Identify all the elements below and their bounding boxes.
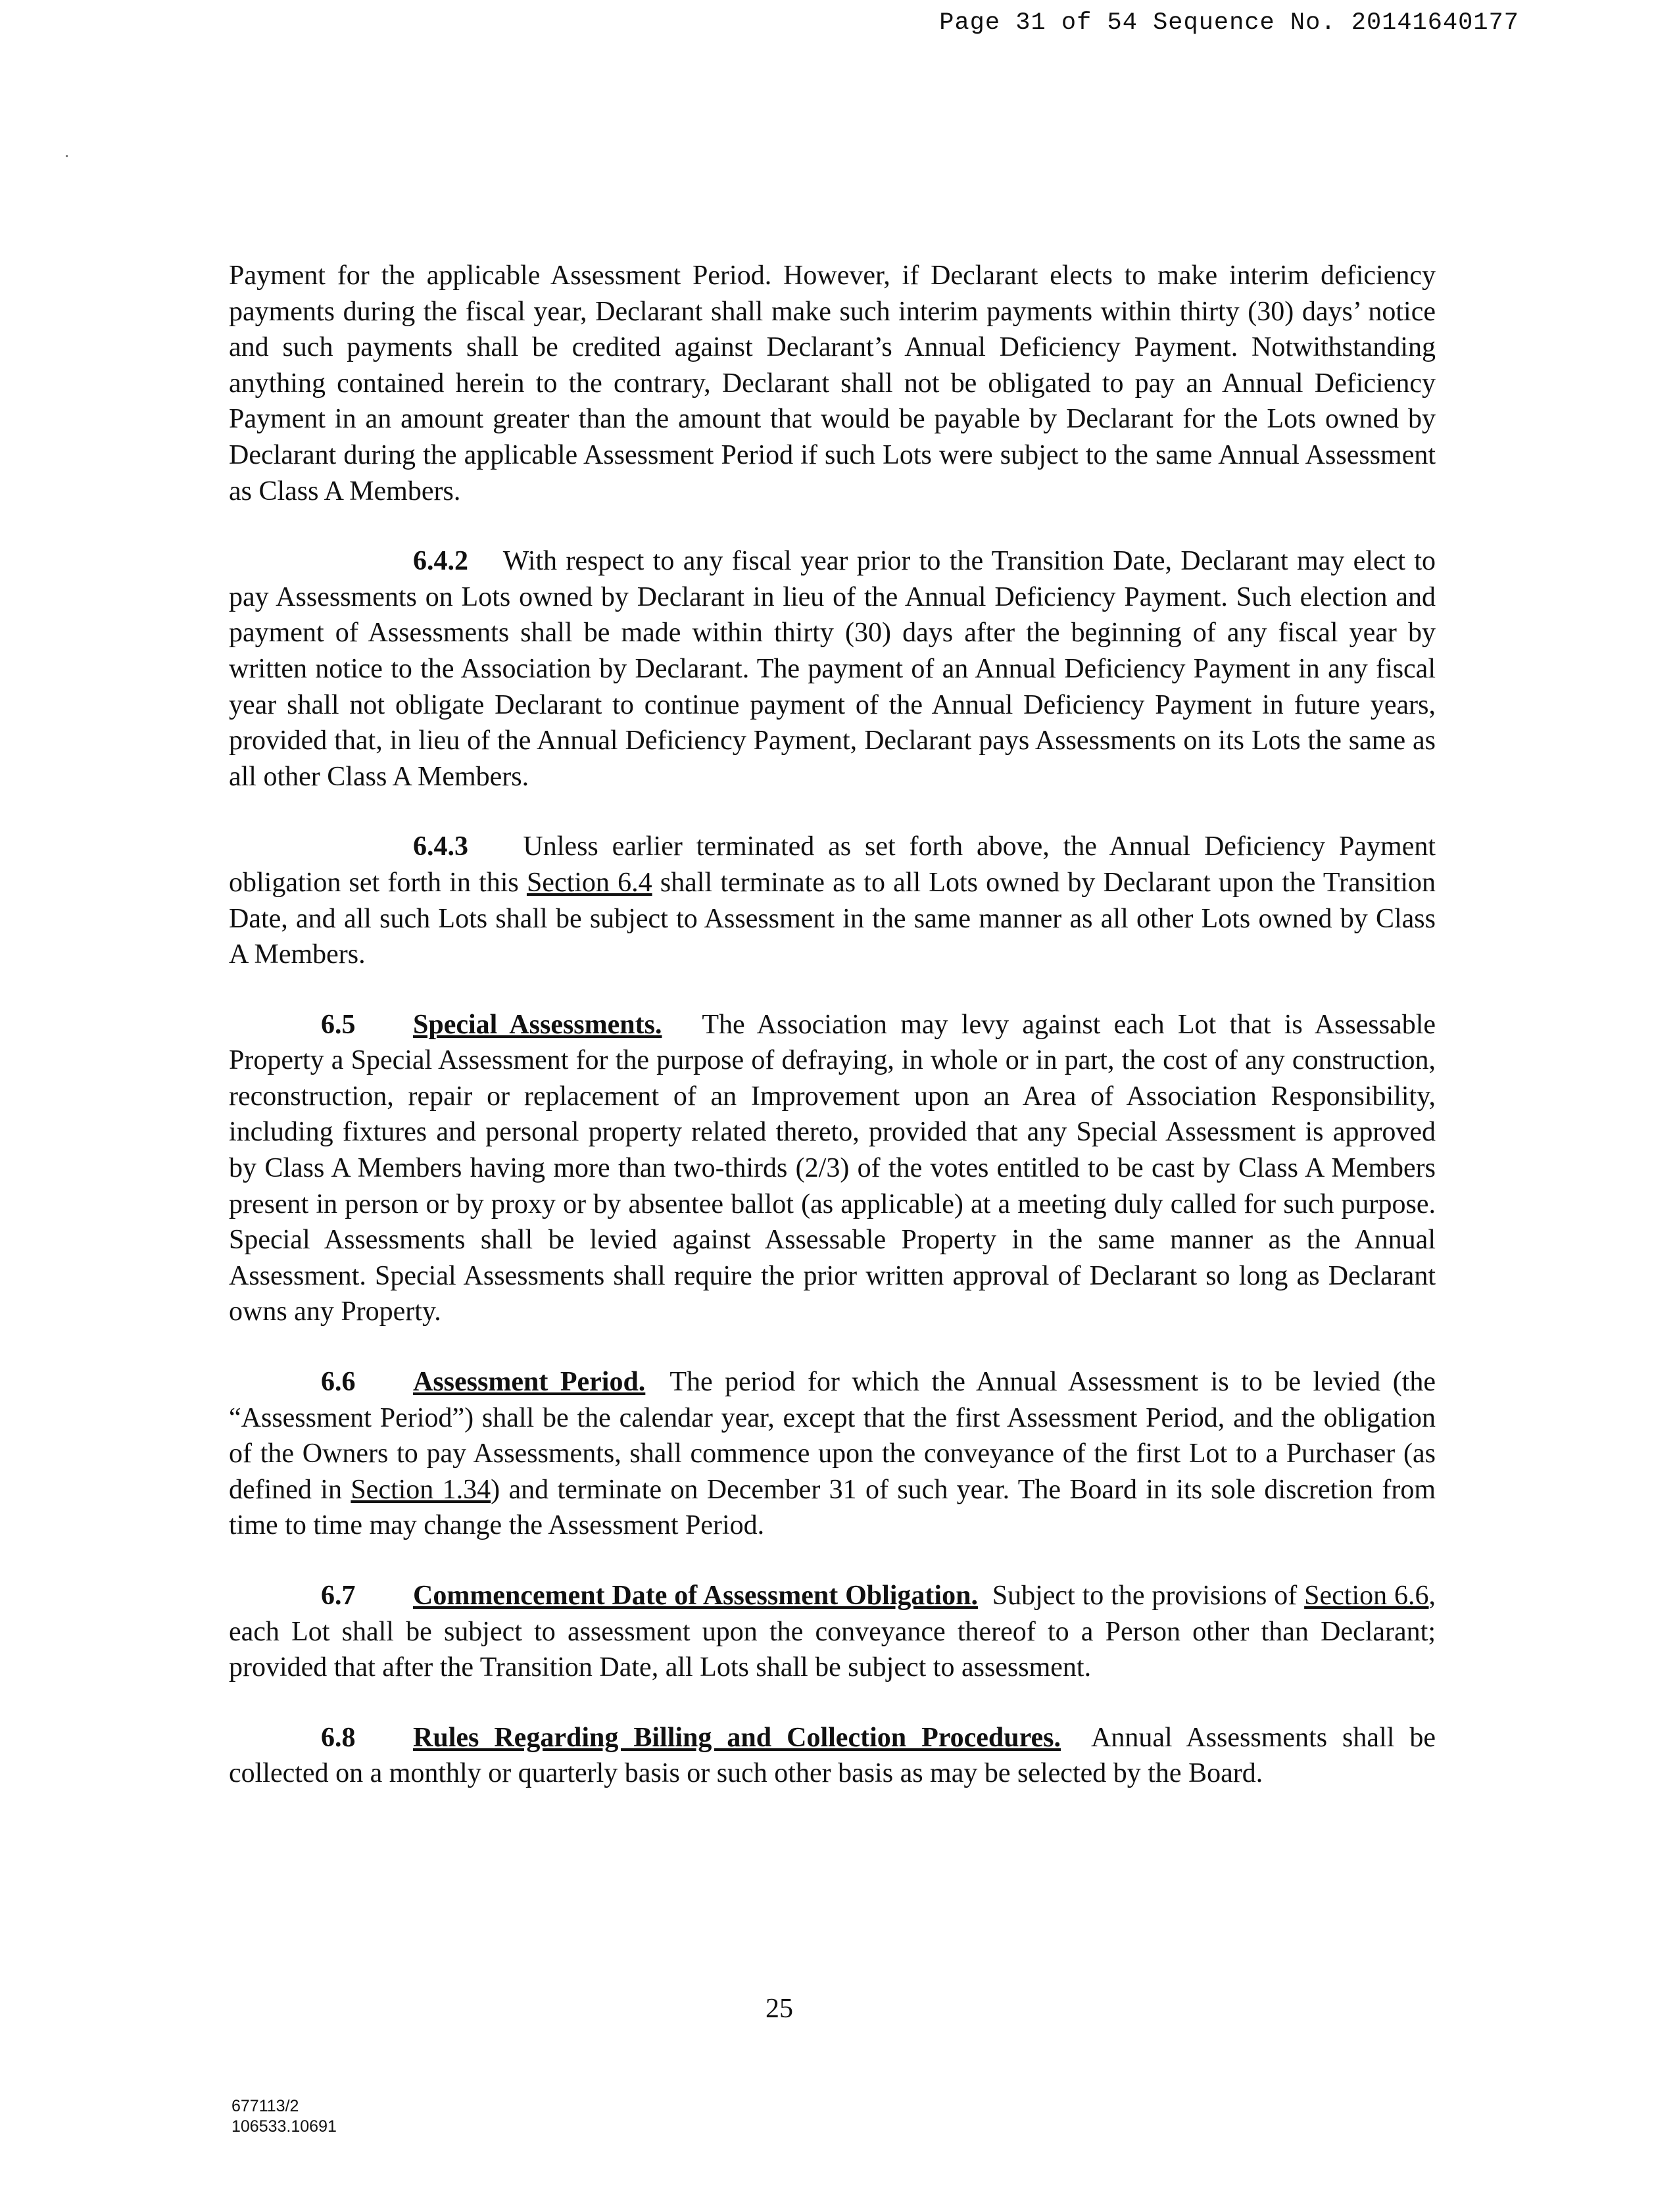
section-text: The period for which the Annual Assessment is to be levied (the “Assessment Period”) shall be the calendar year, except that the first Assessment Period, and the obligation of the Owners to pay Assessments, shall commence upon the conveyance of the first Lot to a Purchaser (as defined in	[229, 1367, 1436, 1505]
section-6-6	[229, 1364, 1436, 1544]
section-text: shall terminate as to all Lots owned by Declarant upon the Transition Date, and all such Lots shall be subject to Assessment in the same manner as all other Lots owned by Class A Members.	[229, 867, 1436, 970]
section-reference-link[interactable]: Section 1.34	[351, 1474, 491, 1505]
section-title: Assessment Period.	[413, 1367, 646, 1398]
section-text: Subject to the provisions of	[992, 1581, 1298, 1611]
page-number: 25	[766, 1994, 793, 2024]
section-title: Rules Regarding Billing and Collection Procedures.	[413, 1722, 1061, 1753]
section-number: 6.7	[321, 1581, 356, 1611]
section-number: 6.8	[321, 1722, 356, 1753]
doc-id-line: 106533.10691	[231, 2117, 337, 2136]
scan-speck	[66, 155, 68, 157]
section-number: 6.4.2	[413, 546, 468, 577]
section-6-8	[229, 1720, 1436, 1792]
section-text: ) and terminate on December 31 of such year. The Board in its sole discretion from time to time may change the Assessment Period.	[229, 1474, 1436, 1541]
paragraph-text: Payment for the applicable Assessment Period. However, if Declarant elects to make interim deficiency payments during the fiscal year, Declarant shall make such interim payments within thirty (30) days’ notice and such payments shall be credited against Declarant’s Annual Deficiency Payment. Notwithstanding anything contained herein to the contrary, Declarant shall not be obligated to pay an Annual Deficiency Payment in an amount greater than the amount that would be payable by Declarant for the Lots owned by Declarant during the applicable Assessment Period if such Lots were subject to the same Annual Assessment as Class A Members.	[229, 260, 1436, 506]
section-text: Unless earlier terminated as set forth above, the Annual Deficiency Payment obligation set forth in this	[229, 831, 1436, 898]
section-number: 6.4.3	[413, 831, 468, 862]
section-6-4-3	[229, 829, 1436, 972]
section-reference-link[interactable]: Section 6.4	[526, 867, 652, 898]
section-number: 6.5	[321, 1009, 356, 1040]
section-6-7	[229, 1578, 1436, 1686]
section-number: 6.6	[321, 1367, 356, 1398]
document-id-footer	[231, 2096, 337, 2137]
doc-id-line: 677113/2	[231, 2097, 299, 2115]
section-text: Annual Assessments shall be collected on a monthly or quarterly basis or such other basis as may be selected by the Board.	[229, 1722, 1436, 1789]
paragraph-continued	[229, 258, 1436, 509]
section-6-4-2	[229, 543, 1436, 795]
section-6-5	[229, 1007, 1436, 1330]
page-sequence-header: Page 31 of 54 Sequence No. 20141640177	[939, 9, 1519, 37]
section-text: With respect to any fiscal year prior to the Transition Date, Declarant may elect to pay Assessments on Lots owned by Declarant in lieu of the Annual Deficiency Payment. Such election and payment of Assessments shall be made within thirty (30) days after the beginning of any fiscal year by written notice to the Association by Declarant. The payment of an Annual Deficiency Payment in any fiscal year shall not obligate Declarant to continue payment of the Annual Deficiency Payment in future years, provided that, in lieu of the Annual Deficiency Payment, Declarant pays Assessments on its Lots the same as all other Class A Members.	[229, 546, 1436, 792]
section-title: Special Assessments.	[413, 1009, 662, 1040]
section-title: Commencement Date of Assessment Obligation.	[413, 1581, 978, 1611]
section-reference-link[interactable]: Section 6.6	[1304, 1581, 1429, 1611]
section-text: The Association may levy against each Lot that is Assessable Property a Special Assessment for the purpose of defraying, in whole or in part, the cost of any construction, reconstruction, repair or replacement of an Improvement upon an Area of Association Responsibility, including fixtures and personal property related thereto, provided that any Special Assessment is approved by Class A Members having more than two-thirds (2/3) of the votes entitled to be cast by Class A Members present in person or by proxy or by absentee ballot (as applicable) at a meeting duly called for such purpose. Special Assessments shall be levied against Assessable Property in the same manner as the Annual Assessment. Special Assessments shall require the prior written approval of Declarant so long as Declarant owns any Property.	[229, 1009, 1436, 1327]
section-text: , each Lot shall be subject to assessment upon the conveyance thereof to a Person other than Declarant; provided that after the Transition Date, all Lots shall be subject to assessment.	[229, 1581, 1436, 1683]
document-body	[229, 258, 1436, 1792]
